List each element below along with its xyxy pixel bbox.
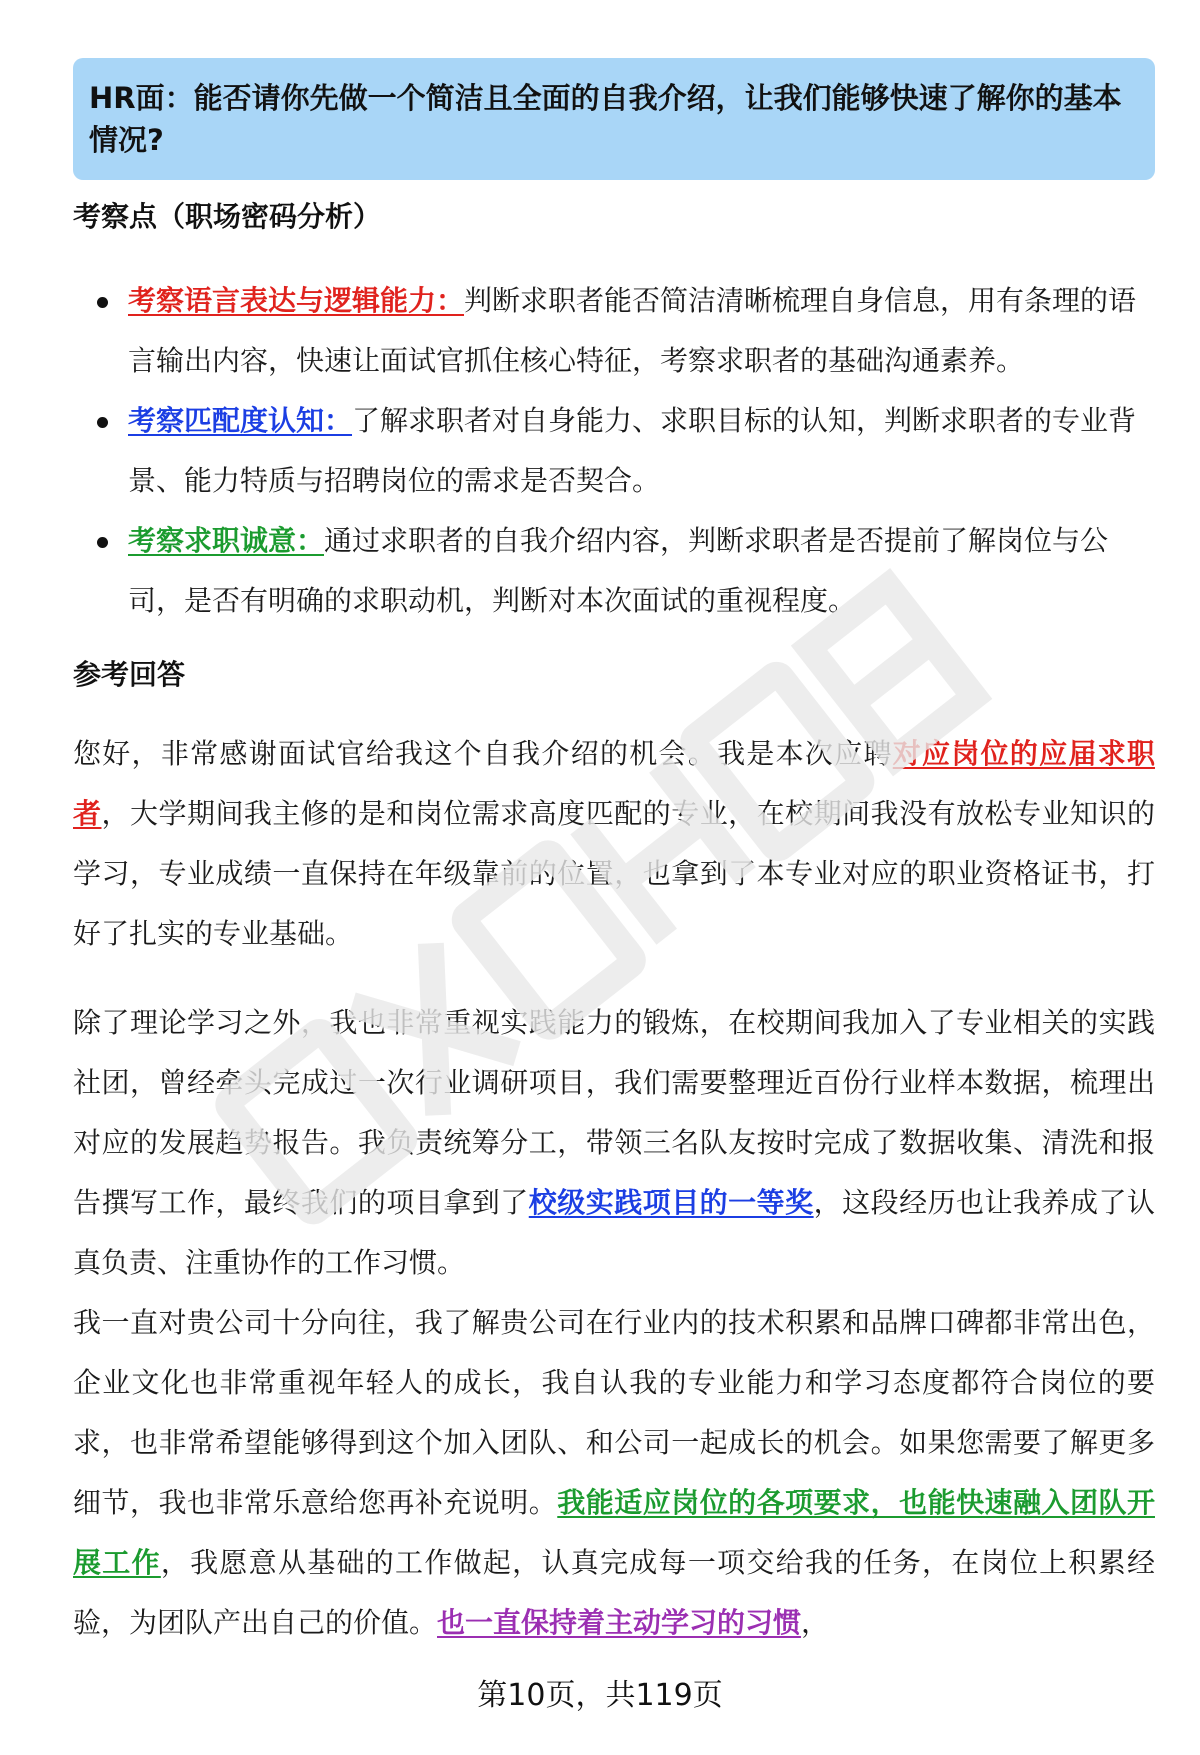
section-title-answer: 参考回答 bbox=[73, 658, 186, 691]
bullet-icon bbox=[97, 417, 108, 428]
answer-text: ， bbox=[801, 1606, 830, 1639]
question-text: HR面：能否请你先做一个简洁且全面的自我介绍，让我们能够快速了解你的基本情况? bbox=[89, 81, 1122, 157]
answer-text: 我一直对贵公司十分向往，我了解贵公司在行业内的技术积累和品牌口碑都非常出色，企业文化也非常重视年轻人的成长，我自认我的专业能力和学习态度都符合岗位的要求，也非常希望能够得到这个加入团队、和公司一起成长的机会。如果您需要了解更多细节，我也非常乐意给您再补充说明。 bbox=[73, 1306, 1155, 1519]
answer-text: ，大学期间我主修的是和岗位需求高度匹配的专业，在校期间我没有放松专业知识的学习，专业成绩一直保持在年级靠前的位置，也拿到了本专业对应的职业资格证书，打好了扎实的专业基础。 bbox=[73, 797, 1155, 950]
examine-points-list bbox=[73, 271, 1155, 631]
answer-text: 您好，非常感谢面试官给我这个自我介绍的机会。我是本次应聘 bbox=[73, 737, 893, 770]
answer-highlight: 我能适应岗位的各项要求，也能快速融入团队开展工作 bbox=[73, 1486, 1155, 1579]
page-number: 第10页，共119页 bbox=[477, 1678, 723, 1713]
answer-highlight: 校级实践项目的一等奖 bbox=[528, 1186, 814, 1219]
answer-highlight: 也一直保持着主动学习的习惯 bbox=[437, 1606, 802, 1639]
point-text: 通过求职者的自我介绍内容，判断求职者是否提前了解岗位与公司，是否有明确的求职动机，判断对本次面试的重视程度。 bbox=[128, 524, 1109, 617]
answer-paragraph-2 bbox=[73, 993, 1155, 1293]
bullet-icon bbox=[97, 537, 108, 548]
point-label: 考察求职诚意： bbox=[128, 524, 325, 557]
point-text: 了解求职者对自身能力、求职目标的认知，判断求职者的专业背景、能力特质与招聘岗位的需求是否契合。 bbox=[128, 404, 1137, 497]
question-box bbox=[73, 58, 1155, 180]
answer-text: ，我愿意从基础的工作做起，认真完成每一项交给我的任务，在岗位上积累经验，为团队产出自己的价值。 bbox=[73, 1546, 1155, 1639]
point-label: 考察语言表达与逻辑能力： bbox=[128, 284, 465, 317]
point-text: 判断求职者能否简洁清晰梳理自身信息，用有条理的语言输出内容，快速让面试官抓住核心特征，考察求职者的基础沟通素养。 bbox=[128, 284, 1137, 377]
answer-text: ，这段经历也让我养成了认真负责、注重协作的工作习惯。 bbox=[73, 1186, 1155, 1279]
answer-text: 除了理论学习之外，我也非常重视实践能力的锻炼，在校期间我加入了专业相关的实践社团，曾经牵头完成过一次行业调研项目，我们需要整理近百份行业样本数据，梳理出对应的发展趋势报告。我负责统筹分工，带领三名队友按时完成了数据收集、清洗和报告撰写工作，最终我们的项目拿到了 bbox=[73, 1006, 1155, 1219]
list-item bbox=[73, 391, 1155, 511]
bullet-icon bbox=[97, 297, 108, 308]
list-item bbox=[73, 511, 1155, 631]
list-item bbox=[73, 271, 1155, 391]
answer-highlight: 对应岗位的应届求职者 bbox=[73, 737, 1155, 830]
answer-paragraph-3 bbox=[73, 1293, 1155, 1653]
point-label: 考察匹配度认知： bbox=[128, 404, 353, 437]
section-title-examine: 考察点（职场密码分析） bbox=[73, 200, 382, 233]
answer-paragraph-1 bbox=[73, 724, 1155, 964]
